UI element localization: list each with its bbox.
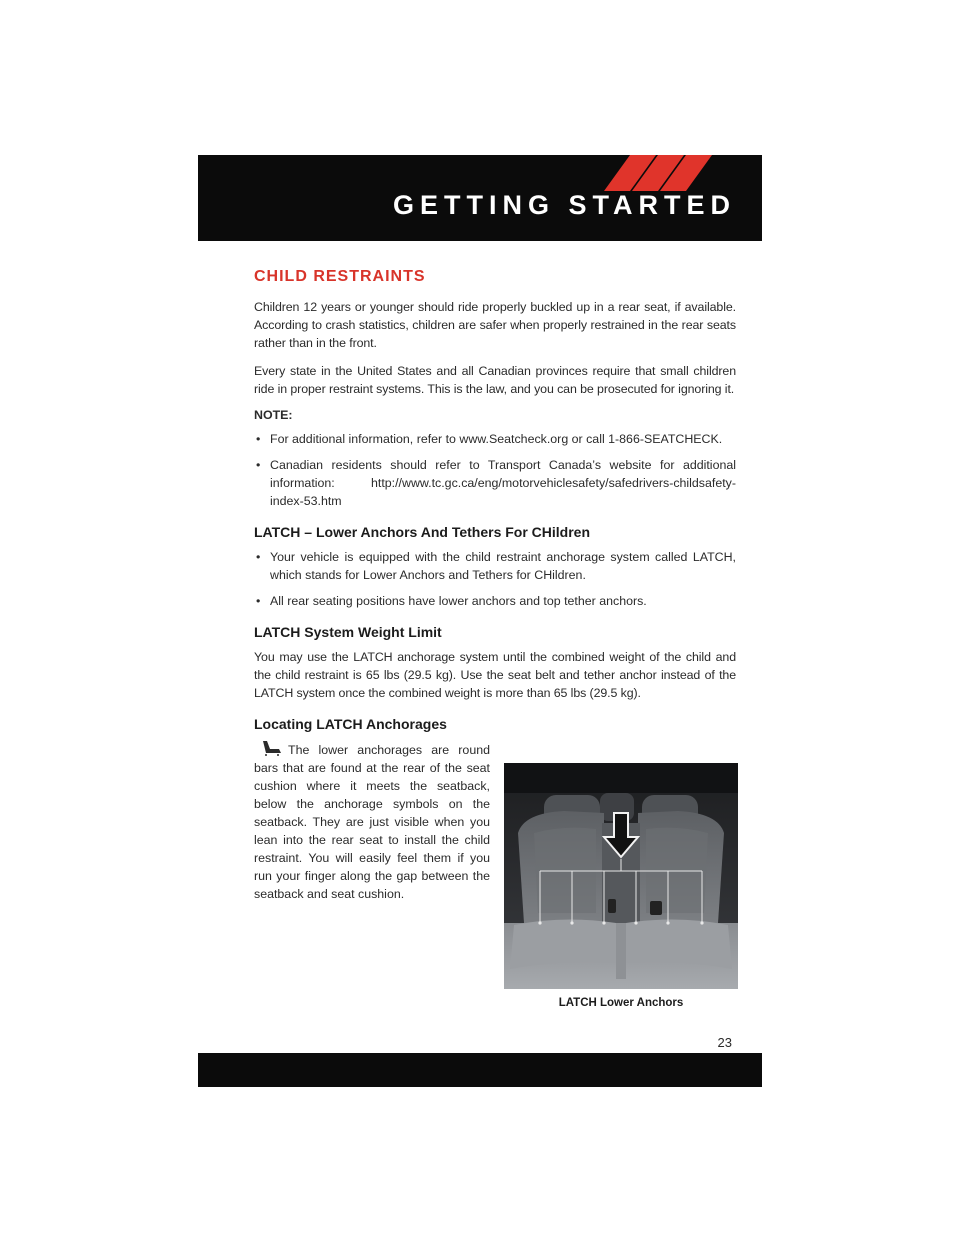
latch-bullet: • All rear seating positions have lower anchors and top tether anchors. (254, 592, 736, 610)
locating-text (254, 740, 490, 903)
header-section-title: GETTING STARTED (393, 190, 736, 220)
latch-bullets (254, 548, 736, 610)
weight-limit-paragraph: You may use the LATCH anchorage system until the combined weight of the child and the child restraint is 65 lbs (29.5 kg). Use the seat belt and tether anchor instead of the LATCH system once the combined weight is more than 65 lbs (29.5 kg). (254, 650, 736, 700)
weight-limit-heading: LATCH System Weight Limit (254, 624, 442, 640)
note-item: • For additional information, refer to www.Seatcheck.org or call 1-866-SEATCHECK. (254, 430, 736, 448)
note-label: NOTE: (254, 408, 293, 422)
child-restraints-paragraph-2: Every state in the United States and all Canadian provinces require that small children ride in proper restraint systems. This is the law, and you can be prosecuted for ignoring it. (254, 364, 736, 396)
latch-anchors-photo (504, 763, 738, 989)
page-header (198, 155, 762, 241)
notes-list (254, 430, 736, 510)
child-restraints-paragraph-1: Children 12 years or younger should ride properly buckled up in a rear seat, if available. According to crash statistics, children are safer when properly restrained in the rear seats rather than in the front. (254, 300, 736, 350)
locating-paragraph: The lower anchorages are round bars that are found at the rear of the seat cushion where it meets the seatback, below the anchorage symbols on the seatback. They are just visible when you lean into the rear seat to install the child restraint. You will easily feel them if you run your finger along the gap between the seatback and seat cushion. (254, 743, 490, 901)
locating-section (254, 740, 736, 1009)
child-restraints-title: CHILD RESTRAINTS (254, 268, 426, 285)
main-content (254, 268, 736, 1009)
locating-heading: Locating LATCH Anchorages (254, 716, 447, 732)
latch-heading: LATCH – Lower Anchors And Tethers For CHildren (254, 524, 591, 540)
page-footer (198, 1053, 762, 1087)
latch-bullet: • Your vehicle is equipped with the child restraint anchorage system called LATCH, which stands for Lower Anchors and Tethers for CHildren. (254, 548, 736, 584)
child-seat-icon (260, 740, 282, 756)
page-number: 23 (717, 1035, 732, 1050)
rear-seat-illustration (504, 763, 738, 989)
photo-caption: LATCH Lower Anchors (558, 997, 684, 1009)
note-item: • Canadian residents should refer to Transport Canada’s website for additional information: http://www.tc.gc.ca/eng/motorvehiclesafety/safedrivers-childsafety-index-53.htm (254, 456, 736, 510)
